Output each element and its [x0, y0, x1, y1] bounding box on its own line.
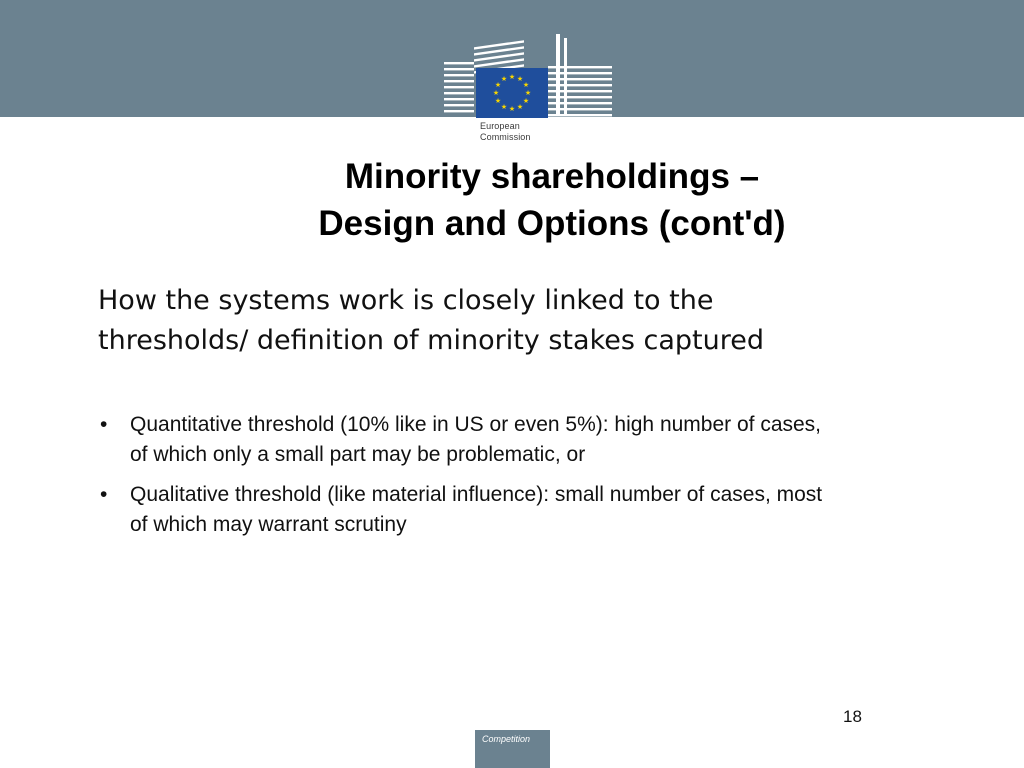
svg-text:★: ★ — [500, 103, 508, 111]
page-number: 18 — [843, 707, 862, 726]
intro-text-line2: thresholds/ definition of minority stakes captured — [98, 325, 764, 356]
bullet-list — [98, 410, 988, 550]
slide-title-line1: Minority shareholdings – — [344, 157, 760, 196]
footer-tab — [475, 730, 550, 768]
slide-title — [0, 153, 1024, 247]
intro-text — [98, 281, 978, 361]
svg-text:★: ★ — [522, 97, 530, 105]
bullet-item-line2: of which only a small part may be problematic, or — [130, 443, 586, 466]
bullet-item — [98, 480, 988, 540]
logo-label-line2: Commission — [480, 132, 531, 142]
intro-text-line1: How the systems work is closely linked to the — [98, 285, 714, 316]
svg-text:★: ★ — [516, 103, 524, 111]
footer-tab-label: Competition — [482, 734, 531, 744]
svg-text:★: ★ — [494, 97, 502, 105]
svg-text:★: ★ — [508, 73, 516, 81]
svg-text:★: ★ — [508, 105, 516, 113]
bullet-item — [98, 410, 988, 470]
svg-text:★: ★ — [516, 75, 524, 83]
svg-text:★: ★ — [500, 75, 508, 83]
svg-text:★: ★ — [524, 89, 532, 97]
slide-title-line2: Design and Options (cont'd) — [318, 204, 786, 243]
bullet-item-line1: Qualitative threshold (like material influence): small number of cases, most — [130, 483, 823, 506]
bullet-icon: • — [100, 483, 108, 506]
bullet-icon: • — [100, 413, 108, 436]
svg-text:★: ★ — [494, 81, 502, 89]
logo-label-line1: European — [480, 121, 520, 131]
bullet-item-line1: Quantitative threshold (10% like in US or even 5%): high number of cases, — [130, 413, 822, 436]
svg-text:★: ★ — [492, 89, 500, 97]
logo-label — [480, 121, 531, 143]
bullet-item-line2: of which may warrant scrutiny — [130, 513, 407, 536]
svg-text:★: ★ — [522, 81, 530, 89]
